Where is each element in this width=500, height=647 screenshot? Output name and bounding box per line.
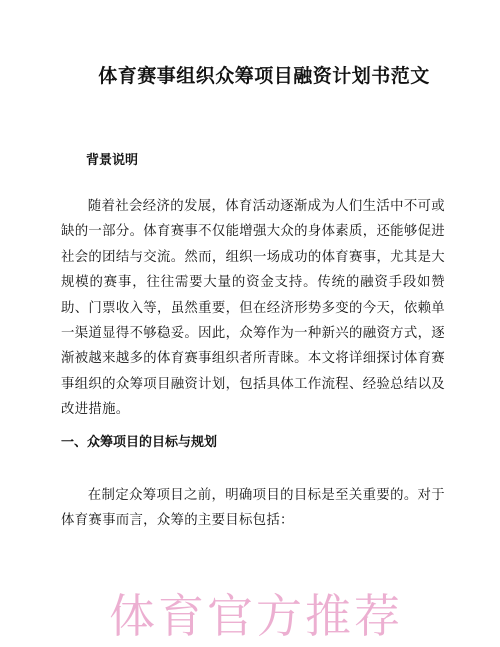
watermark-text: 体育官方推荐 (109, 589, 403, 643)
paragraph-goals: 在制定众筹项目之前，明确项目的目标是至关重要的。对于体育赛事而言，众筹的主要目标包括： (61, 488, 445, 529)
section-heading-background: 背景说明 (86, 153, 139, 168)
paragraph-background: 随着社会经济的发展，体育活动逐渐成为人们生活中不可或缺的一部分。体育赛事不仅能增强大众的身体素质，还能够促进社会的团结与交流。然而，组织一场成功的体育赛事，尤其是大规模的赛事，往往需要大量的资金支持。传统的融资手段如赞助、门票收入等，虽然重要，但在经济形势多变的今天，依赖单一渠道显得不够稳妥。因此，众筹作为一种新兴的融资方式，逐渐被越来越多的体育赛事组织者所青睐。本文将详细探讨体育赛事组织的众筹项目融资计划，包括具体工作流程、经验总结以及改进措施。 (61, 199, 445, 418)
section-heading-goals: 一、众筹项目的目标与规划 (61, 435, 218, 450)
document-title: 体育赛事组织众筹项目融资计划书范文 (98, 65, 430, 87)
